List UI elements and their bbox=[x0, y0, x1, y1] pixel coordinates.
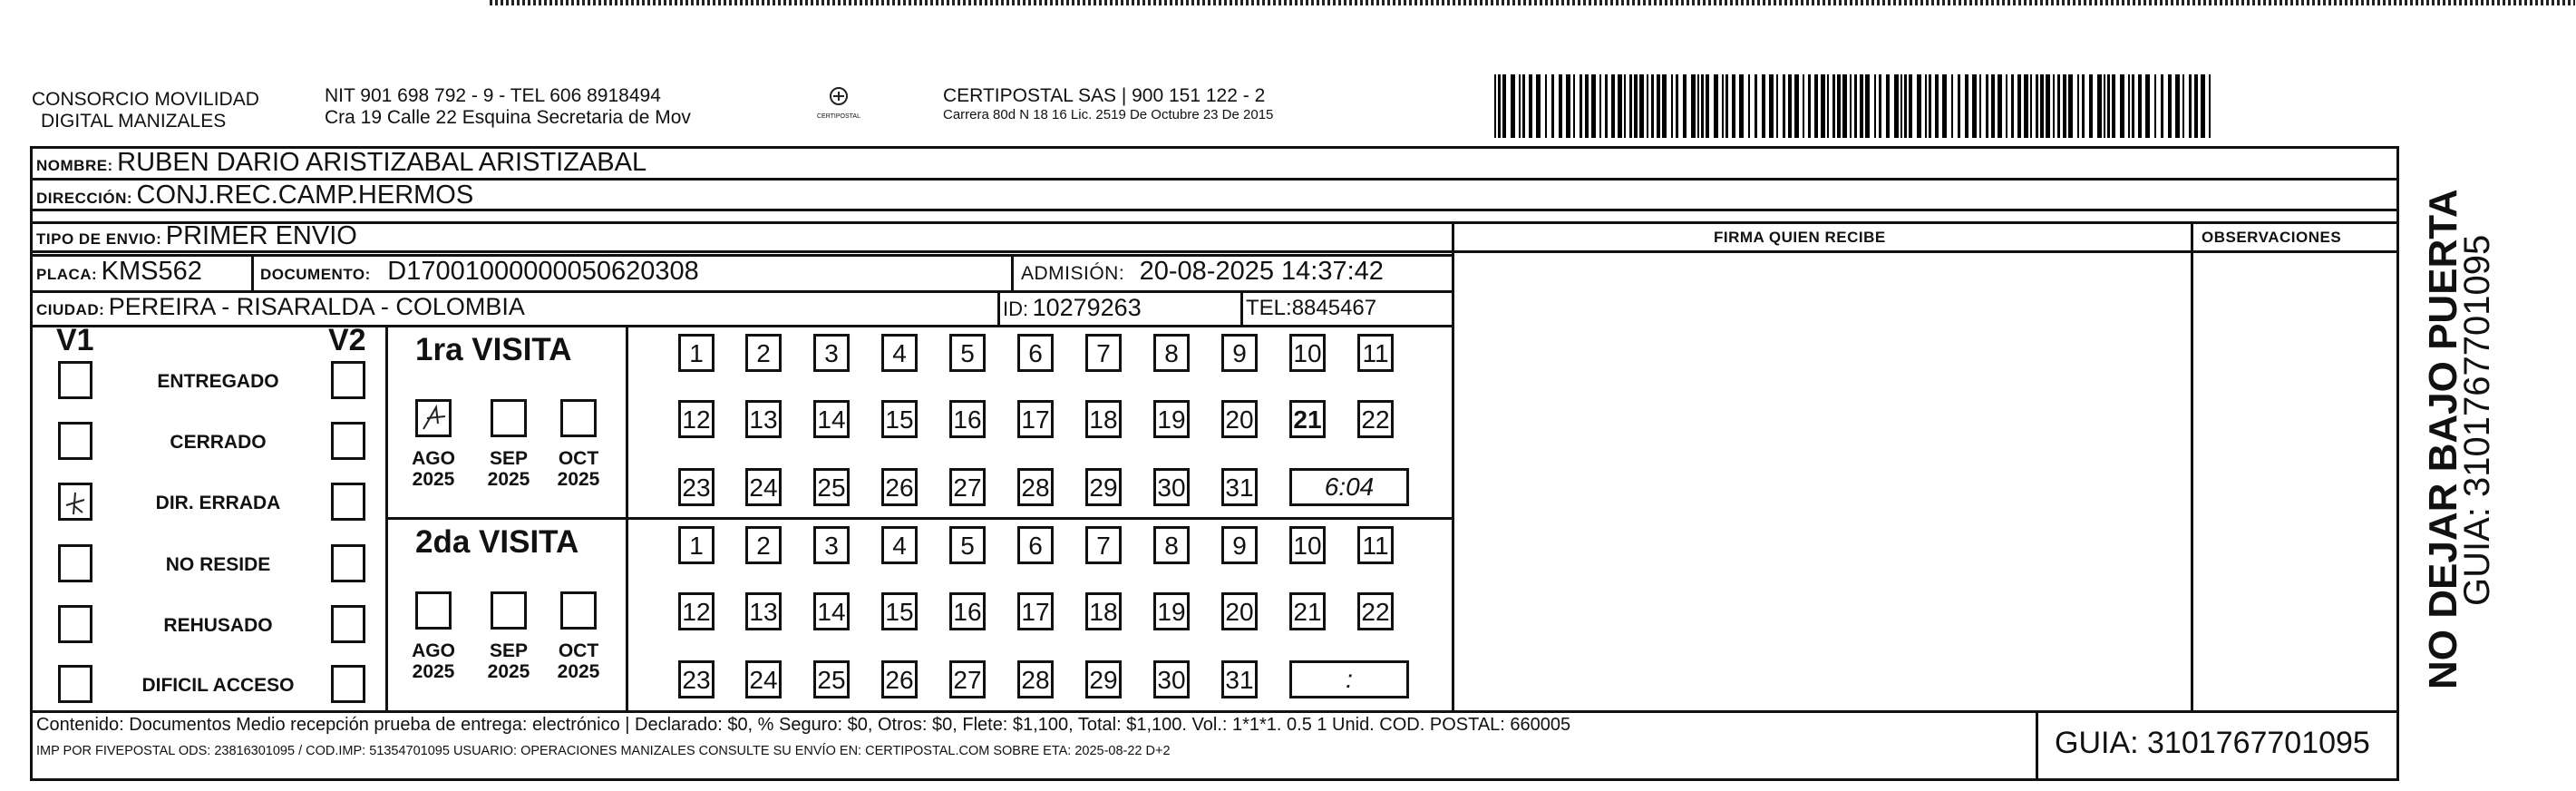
cell-divider bbox=[251, 254, 254, 290]
v1-header: V1 bbox=[56, 323, 94, 357]
barcode-bar bbox=[1783, 74, 1785, 138]
company-name: CONSORCIO MOVILIDAD DIGITAL MANIZALES bbox=[32, 89, 259, 132]
day-checkbox[interactable]: 12 bbox=[678, 400, 714, 438]
barcode-bar bbox=[1814, 74, 1818, 138]
day-checkbox[interactable]: 22 bbox=[1357, 400, 1394, 438]
barcode-bar bbox=[1865, 74, 1870, 138]
month-label: AGO 2025 bbox=[412, 640, 455, 682]
status-option-label: REHUSADO bbox=[163, 615, 273, 636]
row-line bbox=[30, 325, 1453, 327]
barcode-bar bbox=[2112, 74, 2115, 138]
id-value: 10279263 bbox=[1032, 294, 1142, 321]
placa-value: KMS562 bbox=[101, 257, 202, 286]
tel-label: TEL: bbox=[1246, 296, 1292, 320]
barcode-bar bbox=[1894, 74, 1899, 138]
day-checkbox[interactable]: 6 bbox=[1017, 526, 1054, 564]
barcode-bar bbox=[1854, 74, 1857, 138]
day-checkbox[interactable]: 20 bbox=[1221, 592, 1258, 630]
month-checkbox[interactable] bbox=[560, 399, 597, 437]
barcode-bar bbox=[2154, 74, 2156, 138]
day-checkbox[interactable]: 29 bbox=[1085, 468, 1122, 506]
carrier-info: CERTIPOSTAL SAS | 900 151 122 - 2 Carrera 80d N 18 16 Lic. 2519 De Octubre 23 De 2015 bbox=[943, 85, 1274, 122]
barcode-bar bbox=[2030, 74, 2032, 138]
row-line bbox=[30, 221, 2399, 224]
direccion-value: CONJ.REC.CAMP.HERMOS bbox=[136, 181, 474, 210]
barcode-bar bbox=[2082, 74, 2085, 138]
day-checkbox[interactable]: 14 bbox=[813, 400, 850, 438]
barcode-bar bbox=[1676, 74, 1678, 138]
placa-cell bbox=[36, 257, 202, 287]
day-checkbox[interactable]: 3 bbox=[813, 526, 850, 564]
barcode-bar bbox=[1706, 74, 1709, 138]
barcode-bar bbox=[1803, 74, 1804, 138]
nombre-value: RUBEN DARIO ARISTIZABAL ARISTIZABAL bbox=[117, 148, 647, 177]
admision-cell bbox=[1021, 257, 1384, 287]
day-checkbox[interactable]: 17 bbox=[1017, 592, 1054, 630]
day-checkbox[interactable]: 5 bbox=[949, 526, 986, 564]
check-mark-icon bbox=[61, 485, 90, 518]
row-line bbox=[30, 710, 2399, 713]
day-checkbox[interactable]: 17 bbox=[1017, 400, 1054, 438]
month-checkbox[interactable] bbox=[415, 591, 452, 630]
day-checkbox[interactable]: 11 bbox=[1357, 334, 1394, 372]
day-checkbox[interactable]: 13 bbox=[745, 592, 782, 630]
day-checkbox[interactable]: 1 bbox=[678, 526, 714, 564]
day-checkbox[interactable]: 15 bbox=[881, 400, 918, 438]
day-checkbox[interactable]: 29 bbox=[1085, 660, 1122, 698]
id-label: ID: bbox=[1003, 298, 1029, 320]
barcode-bar bbox=[2194, 74, 2198, 138]
barcode-bar bbox=[1951, 74, 1953, 138]
barcode-bar bbox=[1683, 74, 1687, 138]
barcode-bar bbox=[1917, 74, 1921, 138]
footer-content: Contenido: Documentos Medio recepción prueba de entrega: electrónico | Declarado: $0, % Seguro: $0, Otros: $0, Flete: $1,100, Total: $1,100. Vol.: 1*1*1. 0.5 1 Unid. COD. POSTAL: 660005 bbox=[36, 715, 1571, 735]
v2-checkbox[interactable] bbox=[331, 665, 365, 703]
barcode-bar bbox=[2168, 74, 2172, 138]
v2-checkbox[interactable] bbox=[331, 544, 365, 582]
firma-column-header: FIRMA QUIEN RECIBE bbox=[1714, 229, 1886, 246]
barcode-bar bbox=[2011, 74, 2014, 138]
nombre-label: NOMBRE: bbox=[36, 157, 113, 174]
v1-checkbox[interactable] bbox=[58, 605, 92, 643]
direccion-row bbox=[36, 181, 473, 210]
barcode-bar bbox=[1605, 74, 1608, 138]
v2-checkbox[interactable] bbox=[331, 422, 365, 460]
barcode-bar bbox=[2104, 74, 2105, 138]
barcode-bar bbox=[1821, 74, 1825, 138]
day-checkbox[interactable]: 25 bbox=[813, 468, 850, 506]
barcode-bar bbox=[1618, 74, 1622, 138]
second-visit-title: 2da VISITA bbox=[415, 524, 579, 560]
v2-checkbox[interactable] bbox=[331, 605, 365, 643]
barcode-bar bbox=[2182, 74, 2184, 138]
barcode-bar bbox=[1662, 74, 1667, 138]
documento-cell bbox=[260, 257, 699, 287]
barcode-bar bbox=[1942, 74, 1947, 138]
top-perforation bbox=[490, 0, 2575, 5]
day-checkbox[interactable]: 28 bbox=[1017, 660, 1054, 698]
barcode-bar bbox=[1639, 74, 1644, 138]
barcode-bar bbox=[1522, 74, 1525, 138]
day-checkbox[interactable]: 22 bbox=[1357, 592, 1394, 630]
barcode-bar bbox=[1748, 74, 1750, 138]
tel-cell bbox=[1246, 296, 1376, 321]
month-checkbox[interactable] bbox=[491, 399, 527, 437]
tel-value: 8845467 bbox=[1291, 296, 1377, 320]
barcode-bar bbox=[1958, 74, 1960, 138]
barcode-bar bbox=[2175, 74, 2180, 138]
day-checkbox[interactable]: 21 bbox=[1289, 592, 1326, 630]
v2-checkbox[interactable] bbox=[331, 483, 365, 521]
barcode-bar bbox=[1536, 74, 1541, 138]
day-checkbox[interactable]: 16 bbox=[949, 400, 986, 438]
barcode-bar bbox=[1929, 74, 1931, 138]
day-checkbox[interactable]: 2 bbox=[745, 334, 782, 372]
barcode-bar bbox=[1511, 74, 1515, 138]
barcode-bar bbox=[1827, 74, 1829, 138]
v1-checkbox[interactable] bbox=[58, 544, 92, 582]
status-option-label: DIR. ERRADA bbox=[155, 493, 281, 513]
cell-divider bbox=[997, 290, 1000, 325]
day-checkbox[interactable]: 10 bbox=[1289, 334, 1326, 372]
side-guia: GUIA: 3101767701095 bbox=[2457, 234, 2497, 606]
barcode-bar bbox=[2189, 74, 2192, 138]
day-checkbox[interactable]: 31 bbox=[1221, 468, 1258, 506]
barcode-bar bbox=[1551, 74, 1554, 138]
tipo-row bbox=[36, 221, 357, 251]
barcode-bar bbox=[2209, 74, 2211, 138]
month-label: OCT 2025 bbox=[557, 640, 600, 682]
day-checkbox[interactable]: 7 bbox=[1085, 526, 1122, 564]
divider-observaciones bbox=[2191, 221, 2193, 710]
barcode-bar bbox=[2077, 74, 2079, 138]
day-checkbox[interactable]: 14 bbox=[813, 592, 850, 630]
barcode-bar bbox=[1651, 74, 1654, 138]
ciudad-value: PEREIRA - RISARALDA - COLOMBIA bbox=[108, 293, 525, 320]
day-checkbox[interactable]: 27 bbox=[949, 468, 986, 506]
barcode-bar bbox=[1776, 74, 1778, 138]
barcode-bar bbox=[1769, 74, 1774, 138]
day-checkbox[interactable]: 9 bbox=[1221, 526, 1258, 564]
time-field[interactable]: 6:04 bbox=[1289, 468, 1409, 506]
day-checkbox[interactable]: 8 bbox=[1153, 334, 1190, 372]
barcode-bar bbox=[1714, 74, 1718, 138]
barcode-bar bbox=[1788, 74, 1792, 138]
barcode-bar bbox=[2161, 74, 2163, 138]
check-mark-icon bbox=[418, 402, 449, 435]
barcode-bar bbox=[1647, 74, 1648, 138]
day-checkbox[interactable]: 5 bbox=[949, 334, 986, 372]
barcode-bar bbox=[2201, 74, 2205, 138]
certipostal-logo: CERTIPOSTAL bbox=[812, 87, 866, 121]
barcode-bar bbox=[1808, 74, 1811, 138]
barcode-bar bbox=[2107, 74, 2110, 138]
day-checkbox[interactable]: 31 bbox=[1221, 660, 1258, 698]
month-checkbox[interactable] bbox=[491, 591, 527, 630]
day-checkbox[interactable]: 10 bbox=[1289, 526, 1326, 564]
day-checkbox[interactable]: 2 bbox=[745, 526, 782, 564]
barcode-bar bbox=[1722, 74, 1724, 138]
barcode-bar bbox=[1671, 74, 1673, 138]
month-label: AGO 2025 bbox=[412, 448, 455, 490]
barcode-bar bbox=[1874, 74, 1876, 138]
day-checkbox[interactable]: 27 bbox=[949, 660, 986, 698]
barcode-bar bbox=[1732, 74, 1735, 138]
barcode-bar bbox=[1701, 74, 1704, 138]
nombre-row bbox=[36, 148, 646, 178]
month-checkbox[interactable] bbox=[415, 399, 452, 437]
day-checkbox[interactable]: 11 bbox=[1357, 526, 1394, 564]
barcode-bar bbox=[2046, 74, 2050, 138]
barcode-bar bbox=[2089, 74, 2093, 138]
placa-label: PLACA: bbox=[36, 266, 98, 283]
barcode-bar bbox=[1697, 74, 1699, 138]
direccion-label: DIRECCIÓN: bbox=[36, 190, 133, 207]
day-checkbox[interactable]: 30 bbox=[1153, 468, 1190, 506]
visit-divider bbox=[385, 517, 1453, 520]
logo-icon bbox=[825, 87, 852, 109]
barcode-bar bbox=[2036, 74, 2038, 138]
barcode-bar bbox=[1657, 74, 1660, 138]
day-checkbox[interactable]: 24 bbox=[745, 660, 782, 698]
day-checkbox[interactable]: 15 bbox=[881, 592, 918, 630]
documento-label: DOCUMENTO: bbox=[260, 266, 371, 283]
barcode-bar bbox=[2145, 74, 2150, 138]
day-checkbox[interactable]: 19 bbox=[1153, 400, 1190, 438]
barcode-bar bbox=[1879, 74, 1881, 138]
time-field[interactable]: : bbox=[1289, 660, 1409, 698]
v1-checkbox[interactable] bbox=[58, 483, 92, 521]
v1-checkbox[interactable] bbox=[58, 422, 92, 460]
barcode-bar bbox=[1832, 74, 1835, 138]
documento-value: D17001000000050620308 bbox=[387, 257, 699, 286]
day-checkbox[interactable]: 25 bbox=[813, 660, 850, 698]
footer-divider bbox=[2036, 710, 2038, 781]
day-checkbox[interactable]: 30 bbox=[1153, 660, 1190, 698]
day-checkbox[interactable]: 21 bbox=[1289, 400, 1326, 438]
barcode-bar bbox=[1611, 74, 1615, 138]
observaciones-column-header: OBSERVACIONES bbox=[2202, 229, 2342, 246]
day-checkbox[interactable]: 18 bbox=[1085, 400, 1122, 438]
day-checkbox[interactable]: 23 bbox=[678, 468, 714, 506]
footer-print-info: IMP POR FIVEPOSTAL ODS: 23816301095 / COD.IMP: 51354701095 USUARIO: OPERACIONES MANIZALES CONSULTE SU ENVÍO EN: CERTIPOSTAL.COM SOBRE ETA: 2025-08-22 D+2 bbox=[36, 744, 1171, 758]
month-label: SEP 2025 bbox=[487, 448, 530, 490]
cell-divider bbox=[1240, 290, 1243, 325]
barcode-bar bbox=[2132, 74, 2134, 138]
day-checkbox[interactable]: 7 bbox=[1085, 334, 1122, 372]
barcode-bar bbox=[1691, 74, 1696, 138]
ciudad-cell bbox=[36, 293, 525, 321]
admision-label: ADMISIÓN: bbox=[1021, 263, 1125, 284]
barcode-bar bbox=[1545, 74, 1547, 138]
barcode-bar bbox=[1900, 74, 1902, 138]
barcode-bar bbox=[2138, 74, 2142, 138]
day-checkbox[interactable]: 18 bbox=[1085, 592, 1122, 630]
barcode-bar bbox=[1837, 74, 1841, 138]
status-option-label: CERRADO bbox=[170, 432, 267, 453]
barcode-bar bbox=[2120, 74, 2124, 138]
barcode-bar bbox=[1494, 74, 1496, 138]
barcode-bar bbox=[1762, 74, 1765, 138]
barcode-bar bbox=[1972, 74, 1977, 138]
day-checkbox[interactable]: 26 bbox=[881, 468, 918, 506]
admision-value: 20-08-2025 14:37:42 bbox=[1139, 257, 1384, 286]
barcode-bar bbox=[1629, 74, 1632, 138]
barcode-bar bbox=[1599, 74, 1601, 138]
barcode-bar bbox=[1498, 74, 1501, 138]
barcode-bar bbox=[2053, 74, 2055, 138]
v2-header: V2 bbox=[328, 323, 366, 357]
barcode-bar bbox=[1794, 74, 1799, 138]
day-checkbox[interactable]: 16 bbox=[949, 592, 986, 630]
day-checkbox[interactable]: 8 bbox=[1153, 526, 1190, 564]
barcode-bar bbox=[2017, 74, 2021, 138]
day-checkbox[interactable]: 24 bbox=[745, 468, 782, 506]
ciudad-label: CIUDAD: bbox=[36, 301, 105, 318]
month-label: OCT 2025 bbox=[557, 448, 600, 490]
barcode-bar bbox=[1624, 74, 1626, 138]
day-checkbox[interactable]: 23 bbox=[678, 660, 714, 698]
barcode-bar bbox=[1573, 74, 1575, 138]
months-divider bbox=[626, 325, 628, 710]
status-option-label: ENTREGADO bbox=[157, 371, 279, 392]
tipo-label: TIPO DE ENVIO: bbox=[36, 230, 162, 248]
barcode-bar bbox=[1755, 74, 1757, 138]
company-nit: NIT 901 698 792 - 9 - TEL 606 8918494 Cra 19 Calle 22 Esquina Secretaria de Mov bbox=[325, 85, 691, 128]
barcode-bar bbox=[1860, 74, 1863, 138]
v1-checkbox[interactable] bbox=[58, 361, 92, 399]
day-checkbox[interactable]: 13 bbox=[745, 400, 782, 438]
barcode-bar bbox=[1886, 74, 1890, 138]
barcode-bar bbox=[1965, 74, 1968, 138]
guia-box: GUIA: 3101767701095 bbox=[2055, 726, 2370, 760]
barcode-bar bbox=[1935, 74, 1939, 138]
barcode-bar bbox=[2097, 74, 2102, 138]
month-label: SEP 2025 bbox=[487, 640, 530, 682]
month-checkbox[interactable] bbox=[560, 591, 597, 630]
barcode-bar bbox=[1519, 74, 1521, 138]
day-checkbox[interactable]: 28 bbox=[1017, 468, 1054, 506]
barcode-bar bbox=[1502, 74, 1506, 138]
barcode-bar bbox=[1725, 74, 1728, 138]
status-option-label: NO RESIDE bbox=[165, 554, 271, 575]
barcode-bar bbox=[1850, 74, 1852, 138]
barcode-bar bbox=[1634, 74, 1638, 138]
barcode-bar bbox=[1986, 74, 1988, 138]
divider-firma bbox=[1452, 221, 1454, 710]
day-checkbox[interactable]: 20 bbox=[1221, 400, 1258, 438]
day-checkbox[interactable]: 19 bbox=[1153, 592, 1190, 630]
barcode-bar bbox=[2057, 74, 2060, 138]
day-checkbox[interactable]: 26 bbox=[881, 660, 918, 698]
barcode-bar bbox=[2063, 74, 2066, 138]
barcode-bar bbox=[1739, 74, 1744, 138]
id-cell bbox=[1003, 294, 1142, 322]
barcode bbox=[1494, 74, 2220, 138]
barcode-bar bbox=[1566, 74, 1570, 138]
barcode-bar bbox=[1998, 74, 2002, 138]
barcode-bar bbox=[2128, 74, 2130, 138]
barcode-bar bbox=[1909, 74, 1912, 138]
barcode-bar bbox=[1979, 74, 1981, 138]
day-checkbox[interactable]: 4 bbox=[881, 526, 918, 564]
v2-checkbox[interactable] bbox=[331, 361, 365, 399]
day-checkbox[interactable]: 6 bbox=[1017, 334, 1054, 372]
v1-checkbox[interactable] bbox=[58, 665, 92, 703]
cell-divider bbox=[1011, 254, 1014, 290]
day-checkbox[interactable]: 4 bbox=[881, 334, 918, 372]
day-checkbox[interactable]: 3 bbox=[813, 334, 850, 372]
barcode-bar bbox=[1591, 74, 1596, 138]
status-option-label: DIFICIL ACCESO bbox=[141, 675, 295, 696]
first-visit-title: 1ra VISITA bbox=[415, 332, 572, 367]
day-checkbox[interactable]: 9 bbox=[1221, 334, 1258, 372]
day-checkbox[interactable]: 1 bbox=[678, 334, 714, 372]
barcode-bar bbox=[2068, 74, 2073, 138]
barcode-bar bbox=[1991, 74, 1995, 138]
barcode-bar bbox=[2040, 74, 2044, 138]
barcode-bar bbox=[1529, 74, 1532, 138]
barcode-bar bbox=[1585, 74, 1589, 138]
row-line bbox=[30, 250, 2399, 253]
side-warning: NO DEJAR BAJO PUERTA bbox=[2421, 189, 2465, 689]
barcode-bar bbox=[2006, 74, 2007, 138]
barcode-bar bbox=[1925, 74, 1927, 138]
barcode-bar bbox=[1904, 74, 1907, 138]
barcode-bar bbox=[1842, 74, 1847, 138]
barcode-bar bbox=[1559, 74, 1562, 138]
day-checkbox[interactable]: 12 bbox=[678, 592, 714, 630]
barcode-bar bbox=[2024, 74, 2028, 138]
tipo-value: PRIMER ENVIO bbox=[165, 221, 357, 250]
barcode-bar bbox=[1580, 74, 1582, 138]
